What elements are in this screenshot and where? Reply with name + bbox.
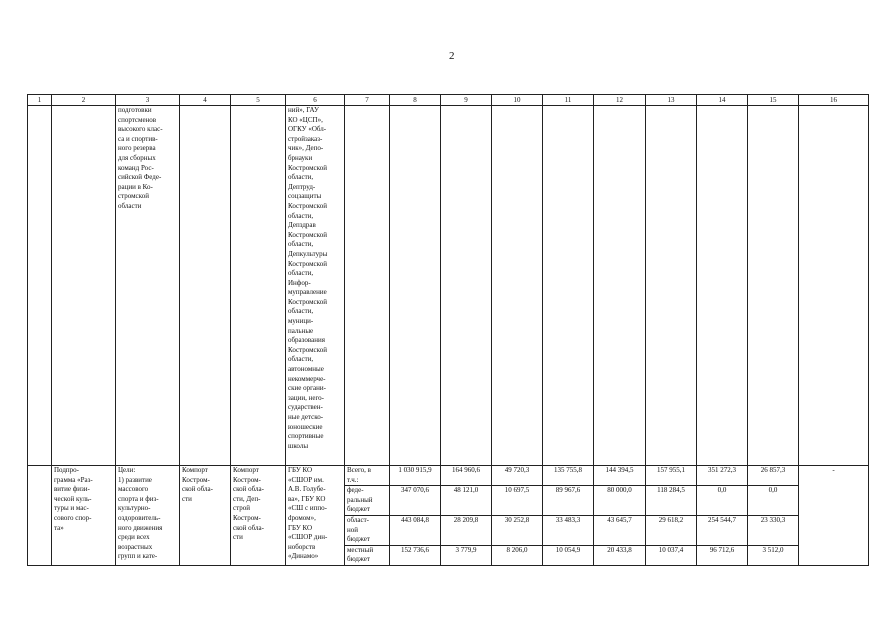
subprogram-row — [28, 466, 869, 486]
column-header: 15 — [748, 95, 799, 106]
table-cell — [180, 106, 231, 466]
column-header: 16 — [799, 95, 869, 106]
value-cell: 29 618,2 — [646, 515, 697, 545]
participants-cell: ний», ГАУ КО «ЦСП», ОГКУ «Обл- стройзаказ- чик», Депо- брнауки Костромской области, Дептруд- соцзащиты Костромской области, Депздрав Костромской области, Депкультуры Костромской области, Инфор- муправление Костромской области, муници- пальные образования Костромской области, автономные некоммерче- ские органи- зации, него- сударствен- ные детско- юношеские спортивные школы — [286, 106, 345, 466]
coexecutors-cell: Компорт Костром- ской обла- сти, Деп- строй Костром- ской обла- сти — [231, 466, 286, 566]
responsible-cell: Компорт Костром- ской обла- сти — [180, 466, 231, 566]
value-cell: 20 433,8 — [594, 545, 646, 565]
page-number: 2 — [449, 50, 455, 62]
value-cell: 3 512,0 — [748, 545, 799, 565]
column-header: 3 — [116, 95, 180, 106]
indicator-cell: - — [799, 466, 869, 566]
value-cell: 43 645,7 — [594, 515, 646, 545]
budget-table — [27, 94, 869, 566]
value-cell: 96 712,6 — [697, 545, 748, 565]
value-cell: 10 697,5 — [492, 486, 543, 516]
value-cell: 48 121,0 — [441, 486, 492, 516]
value-cell: 80 000,0 — [594, 486, 646, 516]
column-header: 6 — [286, 95, 345, 106]
value-cell: 8 206,0 — [492, 545, 543, 565]
column-header: 10 — [492, 95, 543, 106]
column-header: 13 — [646, 95, 697, 106]
value-cell: 49 720,3 — [492, 466, 543, 486]
table-cell — [52, 106, 116, 466]
column-header: 12 — [594, 95, 646, 106]
funding-source-label: Всего, в т.ч.: — [345, 466, 390, 486]
table-cell — [390, 106, 441, 466]
table-cell — [799, 106, 869, 466]
value-cell: 152 736,6 — [390, 545, 441, 565]
table-cell — [492, 106, 543, 466]
funding-source-label: област- ной бюджет — [345, 515, 390, 545]
column-header: 8 — [390, 95, 441, 106]
value-cell: 0,0 — [697, 486, 748, 516]
value-cell: 3 779,9 — [441, 545, 492, 565]
value-cell: 347 070,6 — [390, 486, 441, 516]
column-header: 4 — [180, 95, 231, 106]
value-cell: 144 394,5 — [594, 466, 646, 486]
value-cell: 26 857,3 — [748, 466, 799, 486]
table-cell — [697, 106, 748, 466]
table-cell — [28, 106, 52, 466]
value-cell: 28 209,8 — [441, 515, 492, 545]
column-header: 1 — [28, 95, 52, 106]
table-cell — [543, 106, 594, 466]
column-number-row — [28, 95, 869, 106]
goal-text-cell: Цели: 1) развитие массового спорта и физ- культурно- оздоровитель- ного движения среди всех возрастных групп и кате- — [116, 466, 180, 566]
funding-source-label: феде- ральный бюджет — [345, 486, 390, 516]
column-header: 2 — [52, 95, 116, 106]
table-cell — [231, 106, 286, 466]
value-cell: 10 037,4 — [646, 545, 697, 565]
goal-text-cell: подготовки спортсменов высокого клас- са и спортив- ного резерва для сборных команд Рос- сийской Феде- рации в Ко- стромской области — [116, 106, 180, 466]
value-cell: 89 967,6 — [543, 486, 594, 516]
value-cell: 135 755,8 — [543, 466, 594, 486]
value-cell: 1 030 915,9 — [390, 466, 441, 486]
column-header: 7 — [345, 95, 390, 106]
table-cell — [646, 106, 697, 466]
value-cell: 157 955,1 — [646, 466, 697, 486]
column-header: 9 — [441, 95, 492, 106]
table-cell — [441, 106, 492, 466]
value-cell: 33 483,3 — [543, 515, 594, 545]
value-cell: 10 054,9 — [543, 545, 594, 565]
value-cell: 23 330,3 — [748, 515, 799, 545]
participants-cell: ГБУ КО «СШОР им. А.В. Голубе- ва», ГБУ КО «СШ с иппо- dромом», ГБУ КО «СШОР дин- ноборств «Динамо» — [286, 466, 345, 566]
value-cell: 254 544,7 — [697, 515, 748, 545]
value-cell: 30 252,8 — [492, 515, 543, 545]
value-cell: 118 284,5 — [646, 486, 697, 516]
column-header: 14 — [697, 95, 748, 106]
table-cell — [748, 106, 799, 466]
value-cell: 351 272,3 — [697, 466, 748, 486]
subprogram-name-cell: Подпро- грамма «Раз- витие физи- ческой куль- туры и мас- сового спор- та» — [52, 466, 116, 566]
table-cell — [28, 466, 52, 566]
column-header: 5 — [231, 95, 286, 106]
table-cell — [345, 106, 390, 466]
value-cell: 443 084,8 — [390, 515, 441, 545]
funding-source-label: местный бюджет — [345, 545, 390, 565]
table-cell — [594, 106, 646, 466]
value-cell: 0,0 — [748, 486, 799, 516]
value-cell: 164 960,6 — [441, 466, 492, 486]
continuation-row — [28, 106, 869, 466]
column-header: 11 — [543, 95, 594, 106]
